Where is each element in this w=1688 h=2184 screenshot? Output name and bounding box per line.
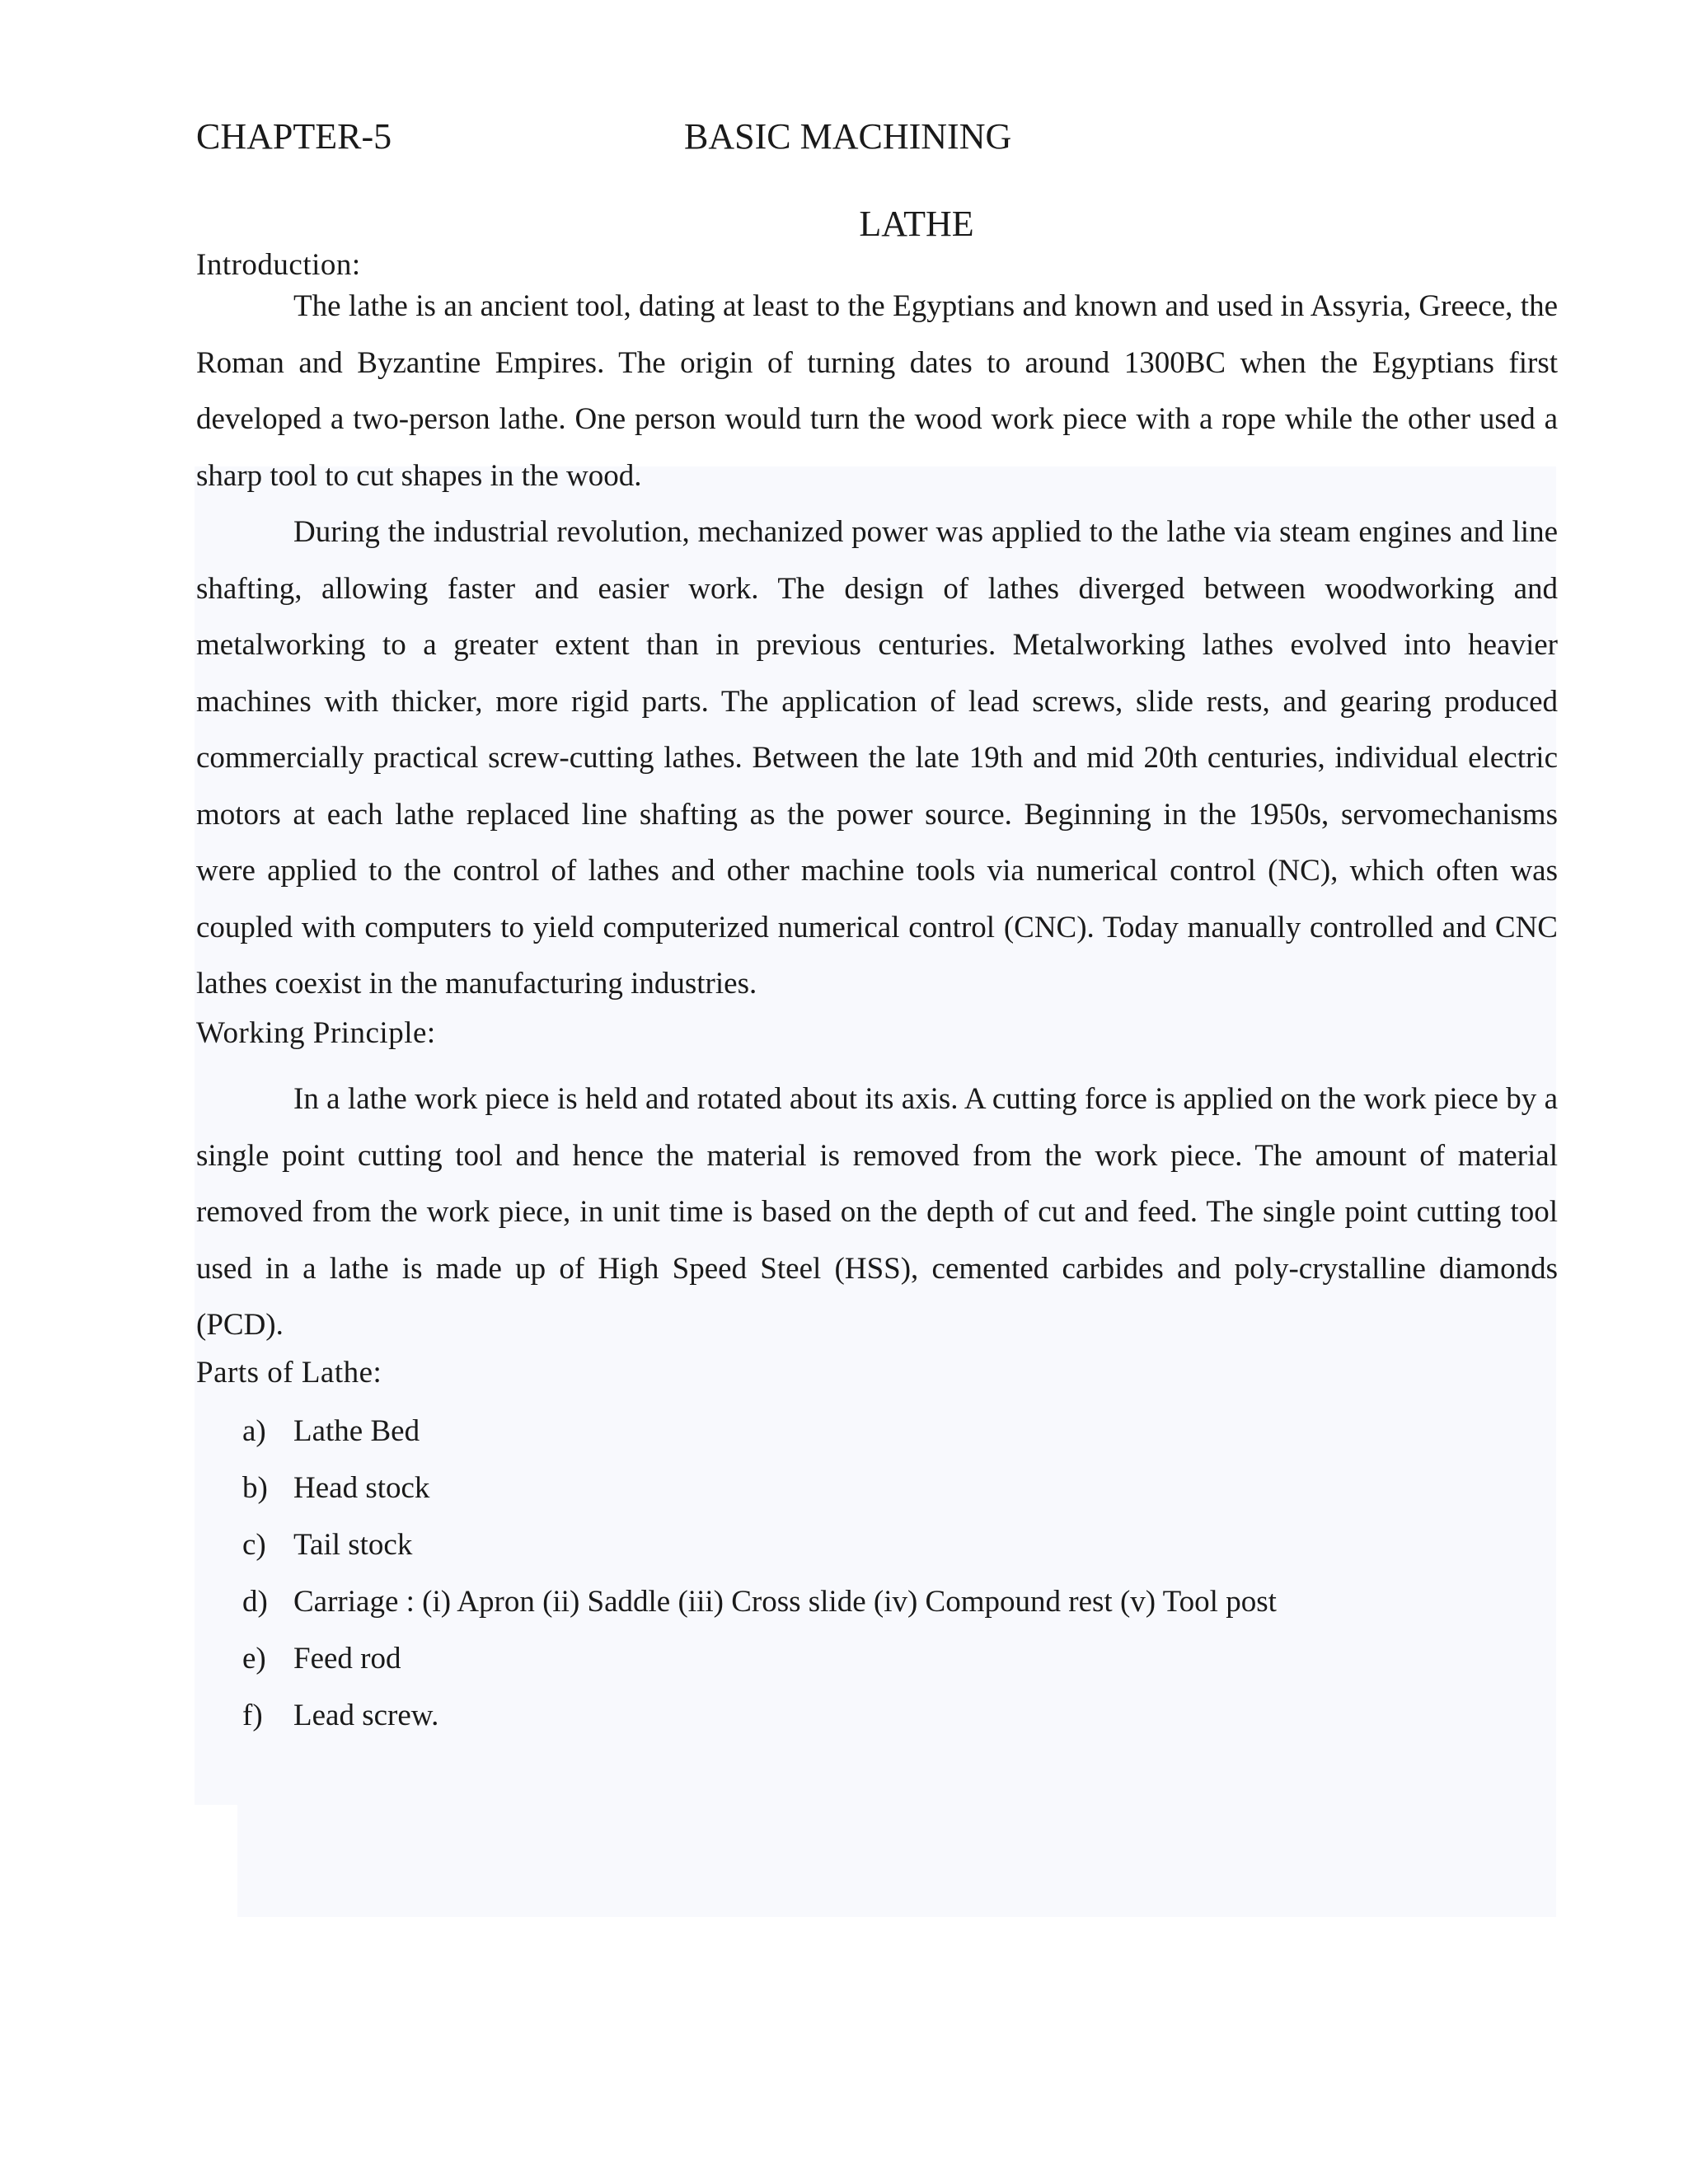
list-item-text: Lathe Bed: [293, 1414, 420, 1448]
introduction-heading: Introduction:: [196, 248, 361, 282]
list-marker: b): [242, 1471, 268, 1505]
introduction-paragraph-1: The lathe is an ancient tool, dating at least to the Egyptians and known and used in Assyria, Greece, the Roman and Byzantine Empires. The origin of turning dates to around 1300BC when the Egyptians first developed a two-person lathe. One person would turn the wood work piece with a rope while the other used a sharp tool to cut shapes in the wood.: [196, 289, 1558, 493]
list-item-text: Head stock: [293, 1471, 430, 1505]
parts-heading: Parts of Lathe:: [196, 1356, 382, 1390]
introduction-paragraph-2: During the industrial revolution, mechanized power was applied to the lathe via steam engines and line shafting, allowing faster and easier work. The design of lathes diverged between woodworking and metalworking to a greater extent than in previous centuries. Metalworking lathes evolved into heavier machines with thicker, more rigid parts. The application of lead screws, slide rests, and gearing produced commercially practical screw-cutting lathes. Between the late 19th and mid 20th centuries, individual electric motors at each lathe replaced line shafting as the power source. Beginning in the 1950s, servomechanisms were applied to the control of lathes and other machine tools via numerical control (NC), which often was coupled with computers to yield computerized numerical control (CNC). Today manually controlled and CNC lathes coexist in the manufacturing industries.: [196, 515, 1558, 1001]
list-item: [242, 1573, 1277, 1630]
list-item: [242, 1460, 1277, 1516]
background-shading-notch: [195, 1805, 237, 1917]
working-principle-paragraph: In a lathe work piece is held and rotated about its axis. A cutting force is applied on the work piece by a single point cutting tool and hence the material is removed from the work piece. The amount of material removed from the work piece, in unit time is based on the depth of cut and feed. The single point cutting tool used in a lathe is made up of High Speed Steel (HSS), cemented carbides and poly-crystalline diamonds (PCD).: [196, 1082, 1558, 1342]
list-item-text: Lead screw.: [293, 1699, 439, 1732]
list-item-text: Tail stock: [293, 1528, 413, 1562]
list-item: [242, 1687, 1277, 1744]
list-marker: e): [242, 1642, 266, 1675]
page-title: LATHE: [859, 204, 974, 244]
list-item-text: Feed rod: [293, 1642, 401, 1675]
list-marker: c): [242, 1528, 266, 1562]
page-header: [196, 115, 1564, 165]
subject-title: BASIC MACHINING: [684, 116, 1012, 157]
list-item: [242, 1403, 1277, 1460]
list-marker: d): [242, 1585, 268, 1619]
list-item: [242, 1516, 1277, 1573]
list-marker: f): [242, 1699, 263, 1732]
list-item-text: Carriage : (i) Apron (ii) Saddle (iii) Cross slide (iv) Compound rest (v) Tool post: [293, 1585, 1277, 1619]
list-item: [242, 1630, 1277, 1687]
chapter-label: CHAPTER-5: [196, 116, 392, 157]
list-marker: a): [242, 1414, 266, 1448]
working-principle-heading: Working Principle:: [196, 1016, 436, 1050]
parts-list: [242, 1403, 1277, 1744]
